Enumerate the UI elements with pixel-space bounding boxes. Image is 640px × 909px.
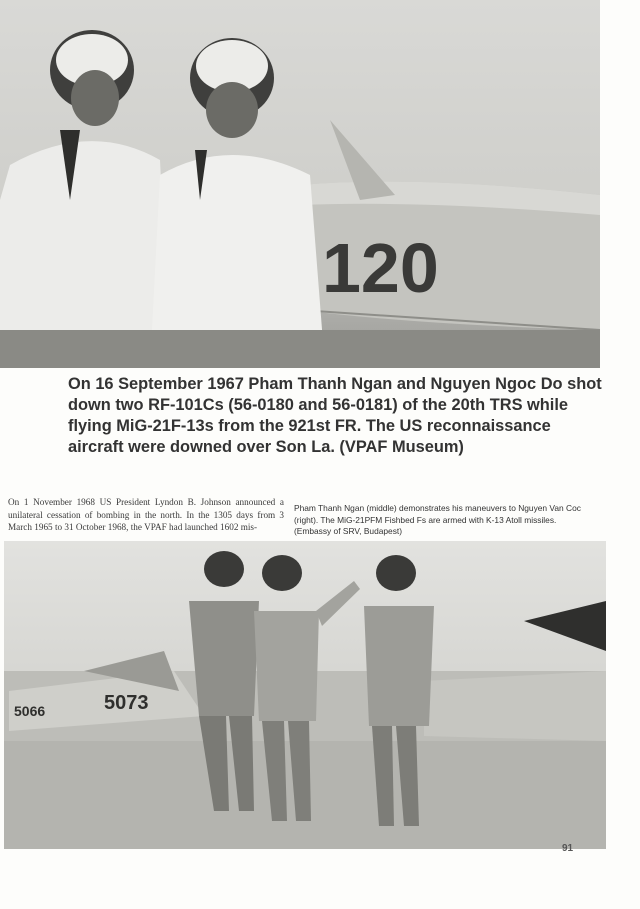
body-paragraph: On 1 November 1968 US President Lyndon B. Johnson announced a unilateral cessation of bombing in the north. In the 1305 days from 3 March 1965 to 31 October 1968, the VPAF had launched 1602 mis- (8, 497, 284, 532)
page-number: 91 (562, 843, 574, 854)
aircraft-number-5066-text: 5066 (14, 703, 46, 719)
top-photo-caption: On 16 September 1967 Pham Thanh Ngan and Nguyen Ngoc Do shot down two RF-101Cs (56-0180 and 56-0181) of the 20th TRS while flying MiG-21F-13s from the 921st FR. The US reconnaissance aircraft were downed over Son La. (VPAF Museum) (68, 375, 602, 456)
aircraft-number-text: 120 (322, 229, 439, 307)
bottom-photo-caption: Pham Thanh Ngan (middle) demonstrates his maneuvers to Nguyen Van Coc (right). The MiG-21PFM Fishbed Fs are armed with K-13 Atoll missiles. (Embassy of SRV, Budapest) (294, 503, 581, 536)
top-photo-pilots-with-mig21 (0, 0, 600, 368)
aircraft-number-5073-text: 5073 (104, 692, 149, 714)
bottom-photo-three-pilots-walking (4, 541, 606, 849)
